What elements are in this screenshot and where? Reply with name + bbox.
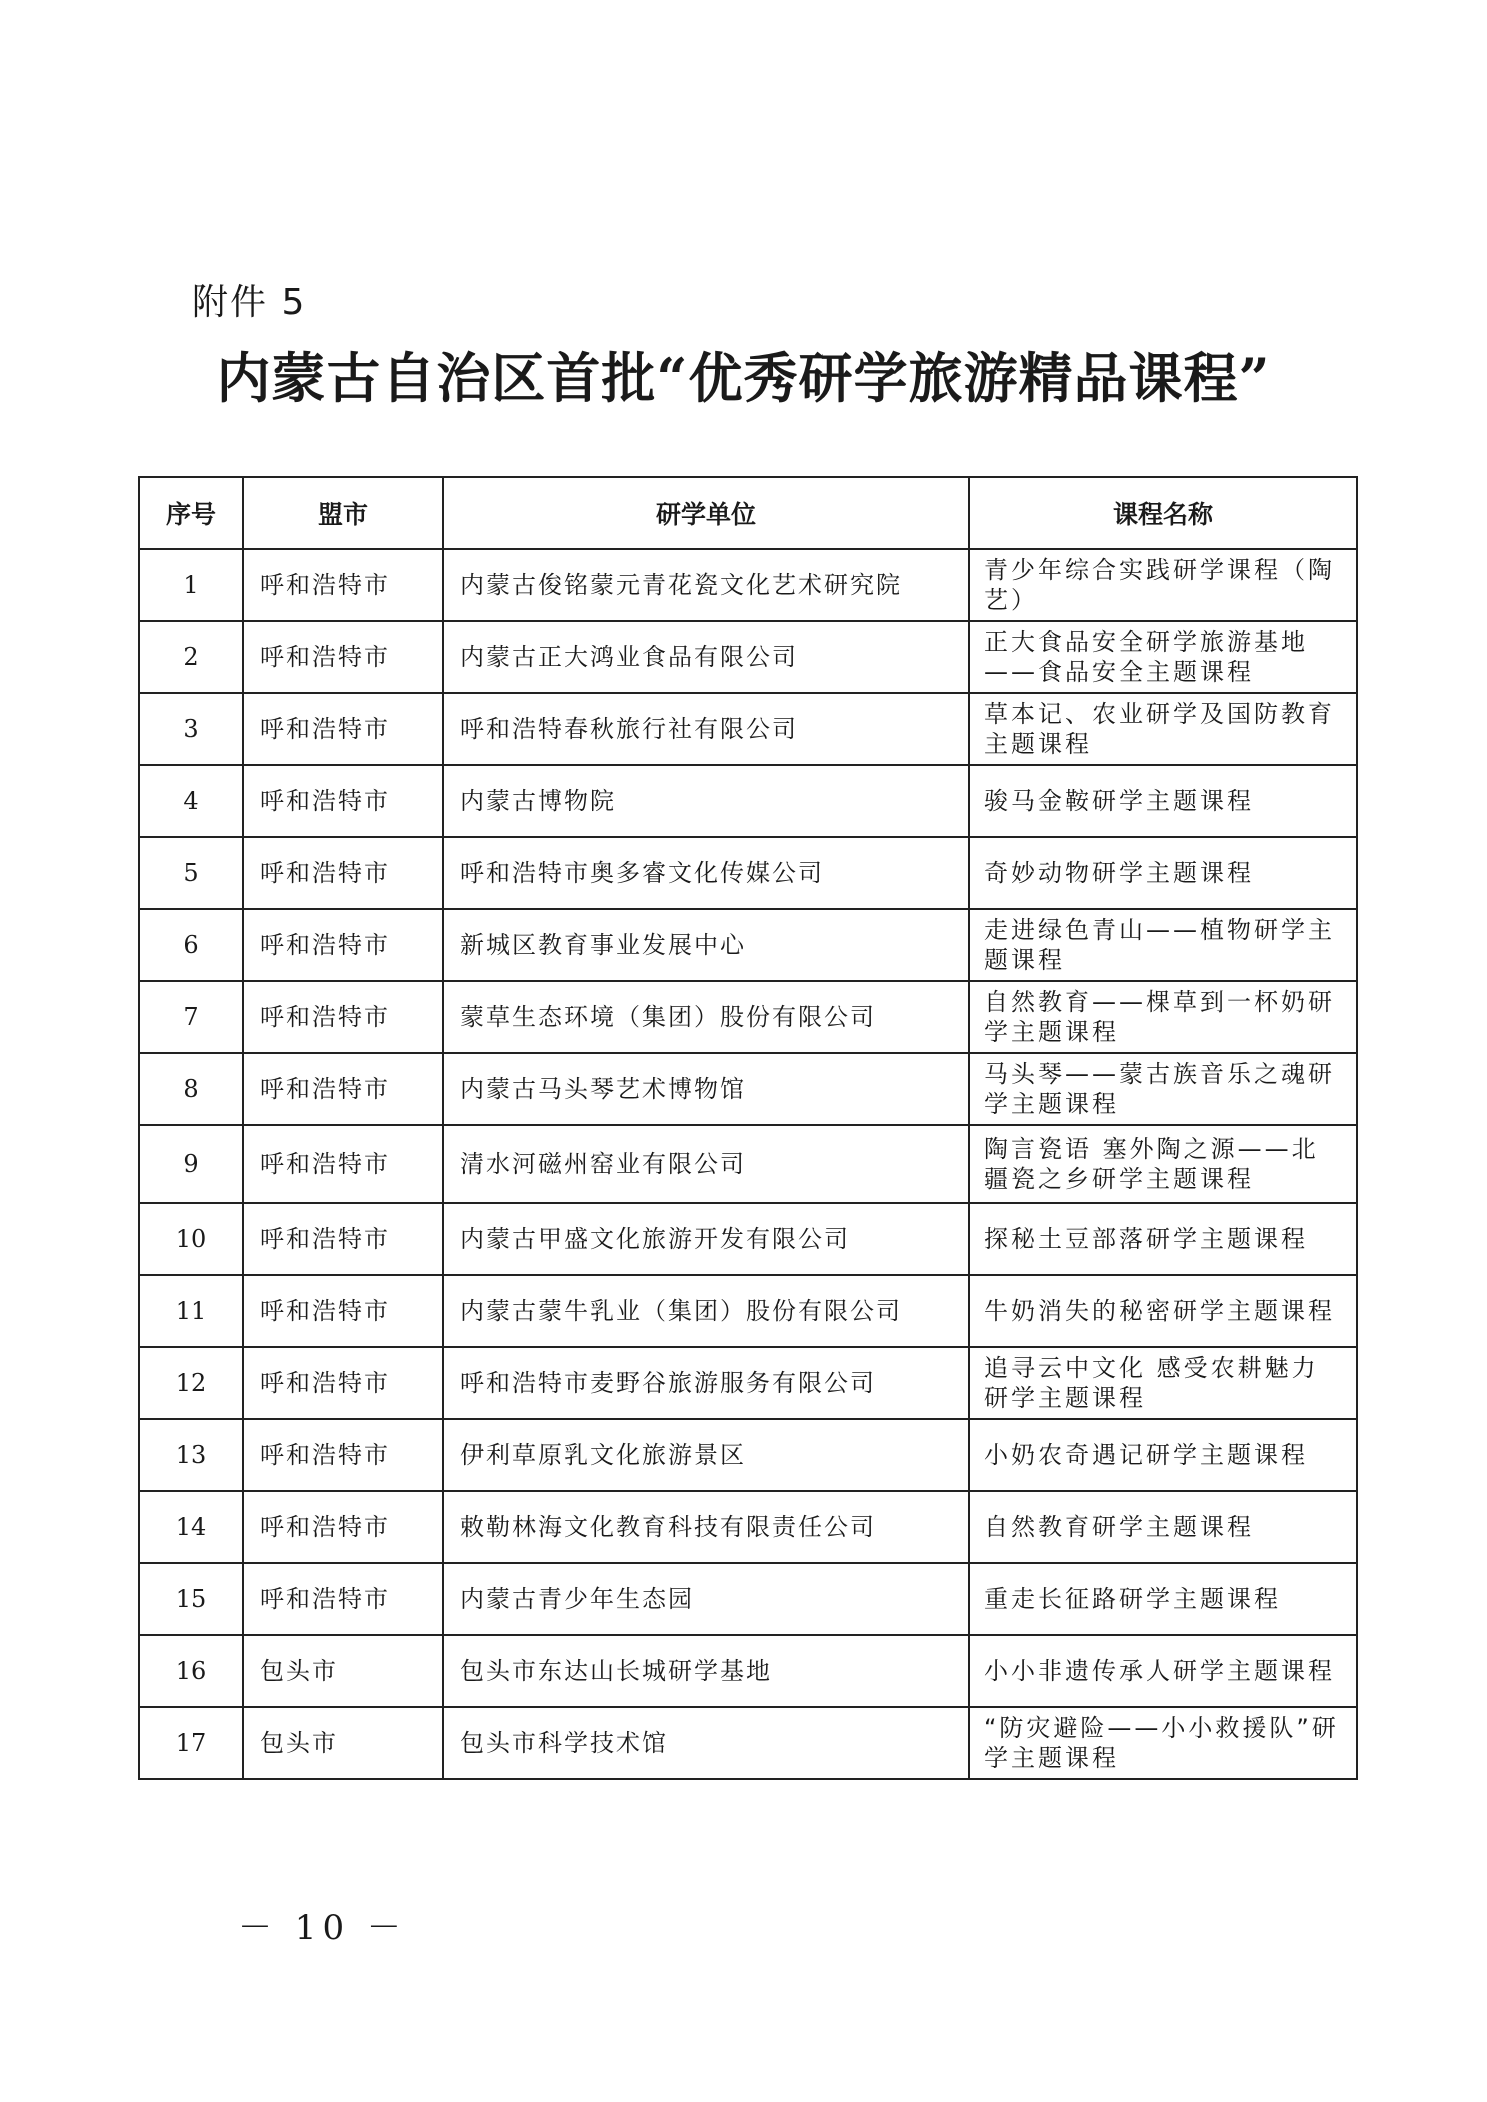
- table-row: [139, 1203, 1357, 1275]
- cell-unit: 包头市东达山长城研学基地: [443, 1635, 969, 1707]
- cell-no: 7: [139, 981, 243, 1053]
- table-row: [139, 765, 1357, 837]
- cell-course: 自然教育研学主题课程: [969, 1491, 1357, 1563]
- cell-city: 呼和浩特市: [243, 981, 443, 1053]
- cell-unit: 敕勒林海文化教育科技有限责任公司: [443, 1491, 969, 1563]
- cell-no: 3: [139, 693, 243, 765]
- cell-course: 重走长征路研学主题课程: [969, 1563, 1357, 1635]
- cell-city: 呼和浩特市: [243, 1203, 443, 1275]
- cell-course: 小小非遗传承人研学主题课程: [969, 1635, 1357, 1707]
- cell-unit: 内蒙古青少年生态园: [443, 1563, 969, 1635]
- cell-city: 呼和浩特市: [243, 1053, 443, 1125]
- table-row: [139, 909, 1357, 981]
- cell-unit: 内蒙古马头琴艺术博物馆: [443, 1053, 969, 1125]
- cell-city: 呼和浩特市: [243, 765, 443, 837]
- cell-unit: 包头市科学技术馆: [443, 1707, 969, 1779]
- cell-no: 11: [139, 1275, 243, 1347]
- table-body: [139, 549, 1357, 1779]
- cell-course: 追寻云中文化 感受农耕魅力研学主题课程: [969, 1347, 1357, 1419]
- cell-unit: 呼和浩特市麦野谷旅游服务有限公司: [443, 1347, 969, 1419]
- cell-city: 呼和浩特市: [243, 1125, 443, 1203]
- document-title: 内蒙古自治区首批“优秀研学旅游精品课程”: [216, 346, 1271, 410]
- column-header-city: 盟市: [243, 477, 443, 549]
- cell-course: 自然教育——棵草到一杯奶研学主题课程: [969, 981, 1357, 1053]
- cell-no: 14: [139, 1491, 243, 1563]
- course-table: [138, 476, 1358, 1780]
- table-row: [139, 837, 1357, 909]
- table-row: [139, 981, 1357, 1053]
- cell-course: “防灾避险——小小救援队”研学主题课程: [969, 1707, 1357, 1779]
- cell-unit: 伊利草原乳文化旅游景区: [443, 1419, 969, 1491]
- cell-course: 走进绿色青山——植物研学主题课程: [969, 909, 1357, 981]
- cell-unit: 呼和浩特春秋旅行社有限公司: [443, 693, 969, 765]
- cell-unit: 内蒙古蒙牛乳业（集团）股份有限公司: [443, 1275, 969, 1347]
- cell-no: 9: [139, 1125, 243, 1203]
- cell-course: 正大食品安全研学旅游基地——食品安全主题课程: [969, 621, 1357, 693]
- table-row: [139, 621, 1357, 693]
- cell-no: 2: [139, 621, 243, 693]
- table-row: [139, 1125, 1357, 1203]
- cell-unit: 蒙草生态环境（集团）股份有限公司: [443, 981, 969, 1053]
- table-row: [139, 1491, 1357, 1563]
- table-row: [139, 1347, 1357, 1419]
- column-header-course: 课程名称: [969, 477, 1357, 549]
- table-row: [139, 1635, 1357, 1707]
- cell-city: 呼和浩特市: [243, 1419, 443, 1491]
- table-row: [139, 1275, 1357, 1347]
- cell-no: 1: [139, 549, 243, 621]
- column-header-unit: 研学单位: [443, 477, 969, 549]
- table-row: [139, 1053, 1357, 1125]
- cell-city: 呼和浩特市: [243, 1275, 443, 1347]
- column-header-no: 序号: [139, 477, 243, 549]
- cell-city: 包头市: [243, 1707, 443, 1779]
- cell-course: 小奶农奇遇记研学主题课程: [969, 1419, 1357, 1491]
- cell-no: 4: [139, 765, 243, 837]
- cell-course: 陶言瓷语 塞外陶之源——北疆瓷之乡研学主题课程: [969, 1125, 1357, 1203]
- cell-no: 13: [139, 1419, 243, 1491]
- cell-city: 包头市: [243, 1635, 443, 1707]
- cell-unit: 呼和浩特市奥多睿文化传媒公司: [443, 837, 969, 909]
- cell-no: 5: [139, 837, 243, 909]
- cell-unit: 内蒙古博物院: [443, 765, 969, 837]
- cell-course: 牛奶消失的秘密研学主题课程: [969, 1275, 1357, 1347]
- cell-no: 6: [139, 909, 243, 981]
- cell-course: 骏马金鞍研学主题课程: [969, 765, 1357, 837]
- cell-city: 呼和浩特市: [243, 549, 443, 621]
- cell-unit: 内蒙古甲盛文化旅游开发有限公司: [443, 1203, 969, 1275]
- cell-unit: 内蒙古正大鸿业食品有限公司: [443, 621, 969, 693]
- table-row: [139, 1419, 1357, 1491]
- cell-city: 呼和浩特市: [243, 693, 443, 765]
- cell-city: 呼和浩特市: [243, 1491, 443, 1563]
- table-row: [139, 1707, 1357, 1779]
- cell-unit: 清水河磁州窑业有限公司: [443, 1125, 969, 1203]
- cell-city: 呼和浩特市: [243, 837, 443, 909]
- cell-no: 16: [139, 1635, 243, 1707]
- page-number: － 10 －: [238, 1908, 407, 1948]
- cell-course: 探秘土豆部落研学主题课程: [969, 1203, 1357, 1275]
- cell-no: 12: [139, 1347, 243, 1419]
- cell-no: 8: [139, 1053, 243, 1125]
- cell-city: 呼和浩特市: [243, 621, 443, 693]
- cell-unit: 新城区教育事业发展中心: [443, 909, 969, 981]
- cell-no: 17: [139, 1707, 243, 1779]
- cell-course: 青少年综合实践研学课程（陶艺）: [969, 549, 1357, 621]
- table-row: [139, 1563, 1357, 1635]
- attachment-label: 附件 5: [192, 282, 307, 323]
- table-row: [139, 693, 1357, 765]
- cell-no: 10: [139, 1203, 243, 1275]
- cell-city: 呼和浩特市: [243, 909, 443, 981]
- cell-course: 马头琴——蒙古族音乐之魂研学主题课程: [969, 1053, 1357, 1125]
- cell-city: 呼和浩特市: [243, 1563, 443, 1635]
- cell-no: 15: [139, 1563, 243, 1635]
- cell-city: 呼和浩特市: [243, 1347, 443, 1419]
- table-row: [139, 549, 1357, 621]
- table-header-row: [139, 477, 1357, 549]
- cell-unit: 内蒙古俊铭蒙元青花瓷文化艺术研究院: [443, 549, 969, 621]
- cell-course: 奇妙动物研学主题课程: [969, 837, 1357, 909]
- cell-course: 草本记、农业研学及国防教育主题课程: [969, 693, 1357, 765]
